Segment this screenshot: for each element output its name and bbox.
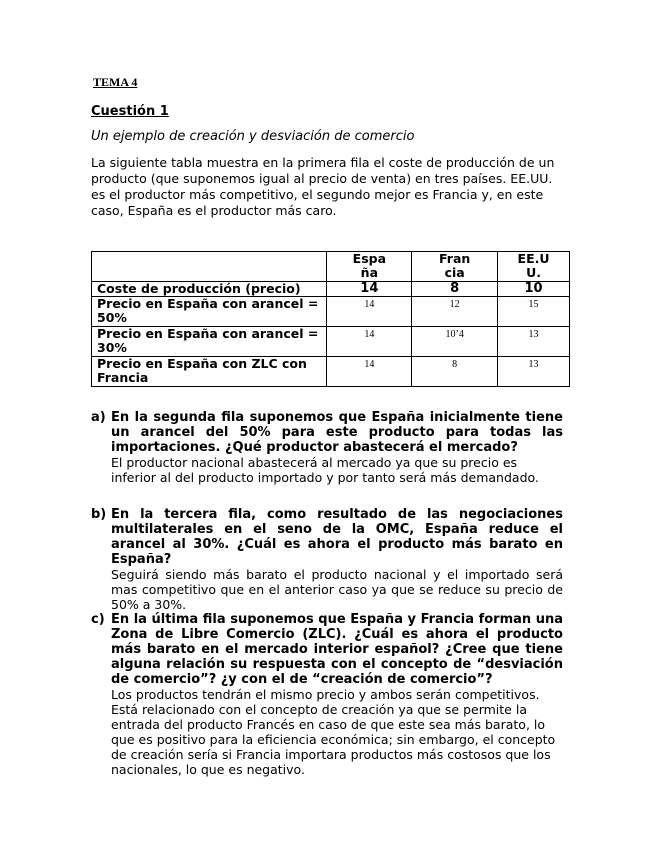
- table-cell: 8: [412, 357, 498, 387]
- row-label: Coste de producción (precio): [92, 282, 327, 297]
- answer-text: El productor nacional abastecerá al mercado ya que su precio es inferior al del producto importado y por tanto será más demandado.: [111, 455, 539, 485]
- subtitle: Un ejemplo de creación y desviación de comercio: [91, 129, 415, 144]
- table-header-cell: Fran cia: [412, 252, 498, 282]
- question-heading: Cuestión 1: [91, 104, 169, 119]
- question-text: En la segunda fila suponemos que España inicialmente tiene un arancel del 50% para este producto para todas las importaciones. ¿Qué productor abastecerá el mercado?: [111, 410, 563, 455]
- table-cell: 12: [412, 297, 498, 327]
- answer-text: Seguirá siendo más barato el producto nacional y el importado será mas competitivo que en el anterior caso ya que se reduce su precio de 50% a 30%.: [111, 567, 563, 612]
- question-text: En la última fila suponemos que España y Francia forman una Zona de Libre Comercio (ZLC). ¿Cuál es ahora el producto más barato en el mercado interior español? ¿Cree que tiene alguna relación su respuesta con el concepto de “desviación de comercio”? ¿y con el de “creación de comercio”?: [111, 612, 563, 687]
- question-letter: a): [91, 410, 106, 425]
- table-cell: 8: [412, 282, 498, 297]
- cost-table: [91, 251, 570, 387]
- question-a: [91, 410, 563, 485]
- table-cell: 14: [327, 282, 412, 297]
- intro-paragraph: La siguiente tabla muestra en la primera fila el coste de producción de un producto (que suponemos igual al precio de venta) en tres países. EE.UU. es el productor más competitivo, el segundo mejor es Francia y, en este caso, España es el productor más caro.: [91, 155, 555, 218]
- table-cell: 14: [327, 357, 412, 387]
- table-row: [92, 297, 570, 327]
- question-c: [91, 612, 563, 777]
- table-header-row: [92, 252, 570, 282]
- table-row: [92, 357, 570, 387]
- table-cell: 14: [327, 327, 412, 357]
- table-cell: 10’4: [412, 327, 498, 357]
- topic-heading: TEMA 4: [93, 75, 138, 89]
- row-label: Precio en España con ZLC con Francia: [92, 357, 327, 387]
- table-cell: 13: [498, 357, 570, 387]
- table-cell: 10: [498, 282, 570, 297]
- question-b: [91, 507, 563, 612]
- question-letter: b): [91, 507, 107, 522]
- table-cell: 15: [498, 297, 570, 327]
- table-header-cell: Espa ña: [327, 252, 412, 282]
- question-letter: c): [91, 612, 105, 627]
- answer-text: Los productos tendrán el mismo precio y ambos serán competitivos. Está relacionado con el concepto de creación ya que se permite la entrada del producto Francés en caso de que este sea más barato, lo que es positivo para la eficiencia económica; sin embargo, el concepto de creación sería si Francia importara productos más costosos que los nacionales, lo que es negativo.: [111, 687, 556, 777]
- table-row: [92, 327, 570, 357]
- table-row: [92, 282, 570, 297]
- table-header-cell: [92, 252, 327, 282]
- table-cell: 14: [327, 297, 412, 327]
- table-cell: 13: [498, 327, 570, 357]
- row-label: Precio en España con arancel = 50%: [92, 297, 327, 327]
- row-label: Precio en España con arancel = 30%: [92, 327, 327, 357]
- table-header-cell: EE.U U.: [498, 252, 570, 282]
- question-text: En la tercera fila, como resultado de las negociaciones multilaterales en el seno de la OMC, España reduce el arancel al 30%. ¿Cuál es ahora el producto más barato en España?: [111, 507, 563, 567]
